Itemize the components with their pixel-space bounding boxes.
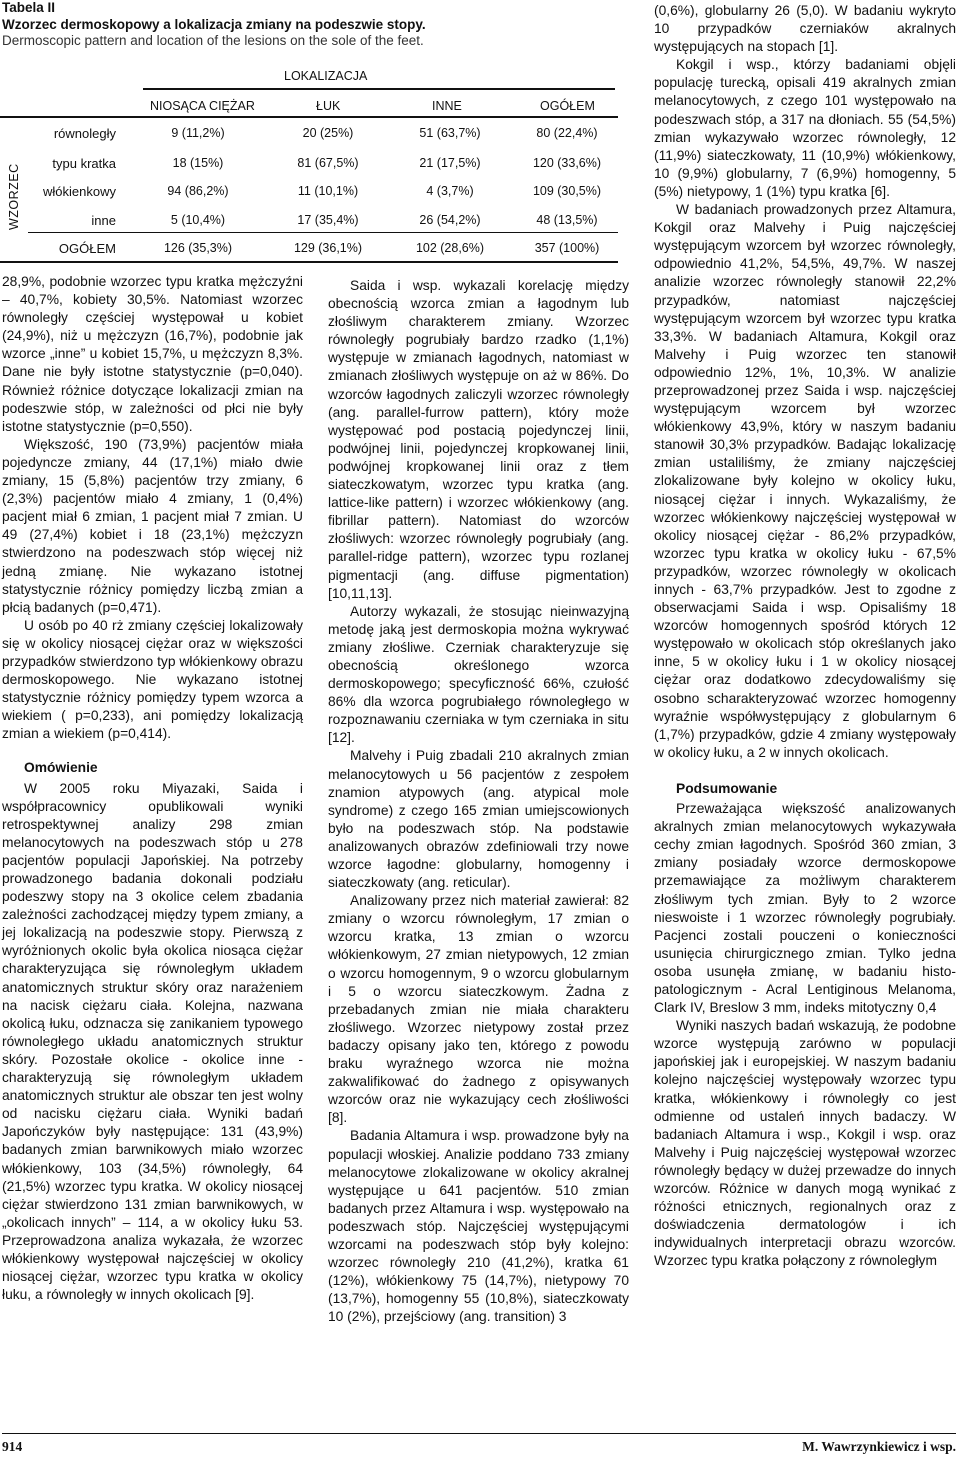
table-group-rule: [143, 88, 615, 90]
table-cell: 17 (35,4%): [297, 213, 359, 227]
page-number: 914: [2, 1439, 23, 1454]
table-header-rule: [0, 116, 618, 118]
row-label: równoległy: [53, 126, 116, 141]
row-label: włókienkowy: [43, 184, 116, 199]
paragraph: W badaniach prowadzonych przez Altamura, Kokgil oraz Malvehy i Puig najczęściej występującym wzorcem był wzorzec równoległy, odpowiednio 41,2%, 54,5%, 49,7%. W naszej analizie wzorzec równoległy stanowił 22,2% przypadków, natomiast najczęściej występującym wzorcem był wzorzec typu kratka 33,3%. W badaniach Altamura, Kokgil oraz Malvehy i Puig wzorzec ten stanowił odpowiednio 12%, 1%, 10,3%. W analizie przeprowadzonej przez Saida i wsp. najczęściej występującym wzorcem był wzorzec włókienkowy 43,9%, który w naszym badaniu stanowił 30,3% przypadków. Badając lokalizację zmian ustaliliśmy, że zmiany najczęściej zlokalizowane były kolejno w okolicy łuku, niosącej ciężar i innych. Wykazaliśmy, że wzorzec włókienkowy najczęściej występował w okolicy niosącej ciężar - 86,2% przypadków, wzorzec typu kratka w okolicy łuku - 67,5% przypadków, wzorzec równoległy w okolicach innych - 63,7% przypadków. Jest to zgodne z obserwacjami Saida i wsp. Opisaliśmy 18 wzorców homogennych spośród których 12 występowało w okolicach stóp określanych jako inne, 5 w okolicy łuku i 1 w okolicy niosącej ciężar oraz dodatkowo zdecydowaliśmy się osobno scharakteryzować wzorzec homogenny wyraźnie współwystępujący z globularnym 6 (1,7%) przypadków, gdzie 4 zmiany występowały w okolicy łuku, a 2 w innych okolicach.: [654, 202, 956, 760]
row-label: OGÓŁEM: [58, 241, 116, 256]
table-caption-pl: Wzorzec dermoskopowy a lokalizacja zmiany na podeszwie stopy.: [2, 16, 426, 32]
table-cell: 5 (10,4%): [170, 213, 226, 227]
section-heading-podsumowanie: Podsumowanie: [676, 780, 778, 796]
table-cell: 51 (63,7%): [419, 126, 481, 140]
paragraph: Analizowany przez nich materiał zawierał: 82 zmiany o wzorcu równoległym, 17 zmian o wzorcu kratka, 13 zmian o wzorcu włókienkowym, 27 zmian nietypowych, 12 zmian o wzorcu homogennym, 9 o wzorcu globularnym i 5 o wzorcu siateczkowym. Żadna z przebadanych zmian nie miała charakteru złośliwego. Wzorzec nietypowy został przez badaczy opisany jako ten, którego z powodu braku wyraźnego wzorca nie można zakwalifikować do żadnego z opisywanych wzorców oraz nie wykazujący cech złośliwości [8].: [328, 893, 629, 1126]
table-caption: [2, 0, 622, 50]
paragraph: Większość, 190 (73,9%) pacjentów miała pojedyncze zmiany, 44 (17,1%) miało dwie zmiany, 15 (5,8%) pacjentów trzy zmiany, 6 (2,3%) pacjentów miało 4 zmiany, 1 (0,4%) pacjent miał 6 zmian, 1 pacjent miał 7 zmian. U 49 (27,4%) kobiet i 18 (23,1%) mężczyzn stwierdzono na podeszwach stóp więcej niż jedną zmianę. Nie wykazano istotnej statystycznie różnicy pomiędzy liczbą zmian a płcią badanych (p=0,471).: [2, 436, 303, 615]
table-cell: 11 (10,1%): [297, 184, 359, 198]
paragraph: W 2005 roku Miyazaki, Saida i współpracownicy opublikowali wyniki retrospektywnej analizy 298 zmian melanocytowych na podeszwach stóp u 278 pacjentów populacji Japońskiej. Na potrzeby prowadzonego badania dokonali podziału podeszwy stopy na 3 okolice celem zbadania zależności zachodzącej między typem zmiany, a jej lokalizacją na podeszwie stopy. Pierwszą z wyróżnionych okolic była okolica niosąca ciężar charakteryzująca się równoległym układem anatomicznych struktur skóry oraz narażeniem na nacisk ciężaru ciała. Kolejna, nazwana okolicą łuku, odznacza się zanikaniem typowego równoległego układu anatomicznych struktur skóry. Pozostałe okolice - okolice inne - charakteryzują się równoległym układem anatomicznych struktur ale obszar ten jest wolny od nacisku ciężaru ciała. Wyniki badań Japończyków były następujące: 131 (43,9%) badanych zmian barwnikowych miało wzorzec włókienkowy, 103 (34,5%) równoległy, 64 (21,5%) wzorzec typu kratka. W okolicy niosącej ciężar stwierdzono 131 zmian barwnikowych, w „okolicach innych” – 114, a w okolicy łuku 53. Przeprowadzona analiza wykazała, że wzorzec włókienkowy występował najczęściej w okolicy niosącej ciężar, wzorzec typu kratka w okolicy łuku, a równoległy w innych okolicach [9].: [2, 780, 303, 1303]
table-cell: 129 (36,1%): [293, 241, 363, 255]
paragraph: Saida i wsp. wykazali korelację między obecnością wzorca zmian a łagodnym lub złośliwym charakterem zmiany. Wzorzec równoległy pogrubiały bardzo rzadko (1,1%) występuje w zmianach łagodnych, natomiast w zmianach złośliwych występuje on aż w 86%. Do wzorców łagodnych zaliczyli wzorzec równoległy (ang. parallel-furrow pattern), który może występować pod postacią pojedynczej linii, podwójnej linii, pojedynczej kropkowanej linii, podwójnej kropkowanej linii oraz z tłem siateczkowatym, wzorzec typu kratka (ang. lattice-like pattern) i wzorzec włókienkowy (ang. fibrillar pattern). Natomiast do wzorców złośliwych: wzorzec równoległy pogrubiały (ang. parallel-ridge pattern), wzorzec typu rozlanej pigmentacji (ang. diffuse pigmentation) [10,11,13].: [328, 278, 629, 601]
running-author: M. Wawrzynkiewicz i wsp.: [802, 1439, 956, 1454]
paragraph: Wyniki naszych badań wskazują, że podobne wzorce występują zarówno w populacji japońskiej jak i europejskiej. W naszym badaniu kolejno najczęściej występowały wzorzec typu kratka, włókienkowy i równoległy co jest odmienne od ustaleń innych badaczy. W badaniach Altamura i wsp., Kokgil i wsp. oraz Malvehy i Puig najczęściej występował wzorzec równoległy będący w dużej przewadze do innych wzorców. Różnice w danych mogą wynikać z różności etnicznych, regionalnych oraz z doświadczenia dermatologów i ich indywidualnych interpretacji obrazu wzorców. Wzorzec typu kratka połączony z równoległym: [654, 1018, 956, 1269]
text-column-1: [2, 273, 303, 1304]
section-heading-omowienie: Omówienie: [24, 760, 98, 776]
footer-rule: [2, 1433, 956, 1434]
col-header-luk: ŁUK: [316, 99, 341, 113]
paragraph: U osób po 40 rż zmiany częściej lokalizowały się w okolicy niosącej ciężar oraz w większości przypadków stwierdzono typ włókienkowy obrazu dermoskopowego. Nie wykazano istotnej statystycznie różnicy pomiędzy typem wzorca a wiekiem ( p=0,233), ani pomiędzy lokalizacją zmian a wiekiem (p=0,414).: [2, 617, 303, 742]
table-cell: 81 (67,5%): [297, 156, 359, 170]
text-column-3: [654, 2, 956, 1270]
col-header-ogolem: OGÓŁEM: [540, 99, 595, 113]
paragraph: Przeważająca większość analizowanych akralnych zmian melanocytowych wykazywała cechy zmian łagodnych. Spośród 360 zmian, 3 zmiany posiadały wzorce dermoskopowe przemawiające za możliwym charakterem złośliwym tych zmian. Były to 2 wzorce nieswoiste i 1 wzorzec równoległy pogrubiały. Pacjenci zostali pouczeni o konieczności usunięcia chirurgicznego zmian. Tylko jedna osoba usunęła zmianę, w badaniu histo-patologicznym - Acral Lentiginous Melanoma, Clark IV, Breslow 3 mm, indeks mitotyczny 0,4: [654, 801, 956, 1016]
table-title: Tabela II: [2, 0, 56, 15]
paragraph: Kokgil i wsp., którzy badaniami objęli populację turecką, opisali 419 akralnych zmian melanocytowych, z czego 101 występowało na podeszwach stóp, a 317 na dłoniach. 55 (54,5%) zmian wykazywało wzorzec równoległy, 12 (11,9%) siateczkowaty, 11 (10,9%) włókienkowy, 10 (9,9%) globularny, 7 (6,9%) homogenny, 5 (5%) nietypowy, 1 (1%) typu kratka [6].: [654, 57, 956, 199]
table-cell: 4 (3,7%): [426, 184, 474, 198]
paragraph: Badania Altamura i wsp. prowadzone były na populacji włoskiej. Analizie poddano 733 zmiany melanocytowe zlokalizowane w okolicy akralnej występujące u 641 pacjentów. 510 zmian badanych przez Altamura i wsp. występowało na podeszwach stóp. Najczęściej występującymi wzorcami na podeszwach stóp były kolejno: wzorzec równoległy 210 (41,2%), kratka 61 (12%), włókienkowy 75 (14,7%), nietypowy 70 (13,7%), homogenny 55 (10,8%), siateczkowaty 10 (2%), przejściowy (ang. transition) 3: [328, 1128, 629, 1325]
table-cell: 18 (15%): [172, 156, 224, 170]
paragraph: 28,9%, podobnie wzorzec typu kratka mężczyźni – 40,7%, kobiety 30,5%. Natomiast wzorzec równoległy częściej występował u kobiet (24,9%), niż u mężczyzn (16,7%), podobnie jak wzorce „inne” u kobiet 15,7%, u mężczyzn 8,3%. Dane nie były istotne statystycznie (p=0,040). Również różnice dotyczące lokalizacji zmian na podeszwie stóp, w zależności od płci nie były istotne statystycznie (p=0,550).: [2, 274, 303, 434]
table-group-header: LOKALIZACJA: [284, 69, 368, 83]
table-cell: 102 (28,6%): [415, 241, 485, 255]
table-cell: 21 (17,5%): [419, 156, 481, 170]
table-total-rule: [28, 232, 618, 233]
paragraph: (0,6%), globularny 26 (5,0). W badaniu wykryto 10 przypadków czerniaków akralnych występujących na stopach [1].: [654, 3, 956, 55]
text-column-2: [328, 277, 629, 1326]
row-label: inne: [91, 213, 116, 228]
table-cell: 48 (13,5%): [536, 213, 598, 227]
col-header-inne: INNE: [432, 99, 462, 113]
table-cell: 94 (86,2%): [167, 184, 229, 198]
table-cell: 126 (35,3%): [163, 241, 233, 255]
table-cell: 109 (30,5%): [532, 184, 602, 198]
table-cell: 20 (25%): [302, 126, 354, 140]
paragraph: Malvehy i Puig zbadali 210 akralnych zmian melanocytowych u 56 pacjentów z zespołem znamion atypowych (ang. atypical mole syndrome) z czego 165 zmian umiejscowionych było na podeszwach stóp. Na podstawie analizowanych obrazów zdefiniowali trzy nowe wzorce łagodne: globularny, homogenny i siateczkowaty (ang. reticular).: [328, 748, 629, 891]
col-header-niosaca: NIOSĄCA CIĘŻAR: [150, 99, 255, 113]
side-label: WZORZEC: [7, 163, 21, 230]
table-cell: 357 (100%): [534, 241, 600, 255]
paragraph: Autorzy wykazali, że stosując nieinwazyjną metodę jaką jest dermoskopia można wykrywać zmiany złośliwe. Czerniak charakteryzuje się obecnością określonego wzorca dermoskopowego; specyficzność 66%, czułość 86% dla wzorca pogrubiałego równoległego w rozpoznawaniu czerniaka w tym czerniaka in situ [12].: [328, 603, 629, 746]
table-cell: 26 (54,2%): [419, 213, 481, 227]
table-bottom-rule: [0, 261, 618, 263]
table-cell: 120 (33,6%): [532, 156, 602, 170]
table-cell: 80 (22,4%): [536, 126, 598, 140]
row-label: typu kratka: [52, 156, 116, 171]
table-caption-en: Dermoscopic pattern and location of the lesions on the sole of the feet.: [2, 33, 424, 48]
table-cell: 9 (11,2%): [171, 126, 225, 140]
